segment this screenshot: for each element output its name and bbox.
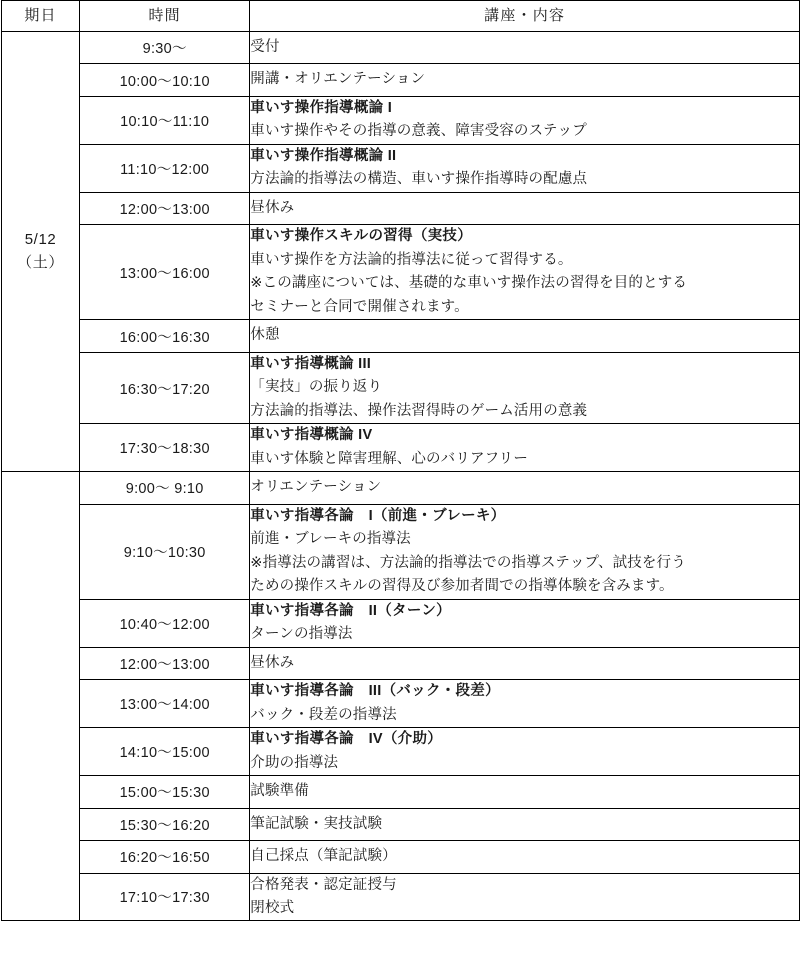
content-cell	[250, 472, 800, 504]
table-row	[2, 320, 800, 352]
time-cell: 9:30〜	[80, 32, 250, 64]
table-header	[2, 1, 800, 32]
time-cell: 16:30〜17:20	[80, 352, 250, 423]
time-cell: 15:00〜15:30	[80, 776, 250, 808]
content-text: 開講・オリエンテーション	[250, 71, 426, 88]
content-cell	[250, 873, 800, 921]
content-cell	[250, 776, 800, 808]
content-text: ための操作スキルの習得及び参加者間での指導体験を含みます。	[250, 578, 674, 595]
content-title: 車いす指導各論 I（前進・ブレーキ）	[250, 507, 506, 524]
table-row	[2, 472, 800, 504]
time-cell: 12:00〜13:00	[80, 192, 250, 224]
content-text: 昼休み	[250, 199, 295, 216]
content-cell	[250, 225, 800, 320]
table-row	[2, 504, 800, 599]
content-text: 介助の指導法	[250, 754, 339, 771]
table-row	[2, 64, 800, 96]
content-cell	[250, 841, 800, 873]
content-title: 車いす指導概論 IV	[250, 427, 373, 444]
content-cell	[250, 647, 800, 679]
content-text: 車いす操作やその指導の意義、障害受容のステップ	[250, 123, 587, 140]
content-cell	[250, 96, 800, 144]
content-text: 試験準備	[250, 783, 309, 800]
table-row	[2, 599, 800, 647]
content-text: 車いす操作を方法論的指導法に従って習得する。	[250, 251, 573, 268]
content-cell	[250, 680, 800, 728]
time-cell: 16:20〜16:50	[80, 841, 250, 873]
date-line: 5/12	[24, 231, 57, 249]
time-cell: 11:10〜12:00	[80, 144, 250, 192]
content-title: 車いす操作指導概論 II	[250, 147, 397, 164]
time-cell: 10:00〜10:10	[80, 64, 250, 96]
content-text: 閉校式	[250, 899, 295, 916]
table-row	[2, 728, 800, 776]
time-cell: 17:10〜17:30	[80, 873, 250, 921]
content-text: 合格発表・認定証授与	[250, 876, 397, 893]
table-row	[2, 144, 800, 192]
content-cell	[250, 808, 800, 840]
content-text: 車いす体験と障害理解、心のバリアフリー	[250, 450, 528, 467]
time-cell: 16:00〜16:30	[80, 320, 250, 352]
column-header-content: 講座・内容	[250, 1, 800, 32]
content-text: 前進・ブレーキの指導法	[250, 531, 411, 548]
content-text: 昼休み	[250, 654, 295, 671]
table-row	[2, 225, 800, 320]
table-row	[2, 32, 800, 64]
content-text: ターンの指導法	[250, 626, 353, 643]
content-cell	[250, 424, 800, 472]
content-title: 車いす指導各論 IV（介助）	[250, 731, 443, 748]
content-text: オリエンテーション	[250, 479, 382, 496]
content-text: 自己採点（筆記試験）	[250, 848, 397, 865]
content-text: バック・段差の指導法	[250, 706, 397, 723]
content-title: 車いす指導概論 III	[250, 355, 372, 372]
content-text: ※指導法の講習は、方法論的指導法での指導ステップ、試技を行う	[250, 554, 686, 571]
table-row	[2, 424, 800, 472]
date-line: （土）	[17, 253, 64, 271]
time-cell: 10:10〜11:10	[80, 96, 250, 144]
schedule-table	[1, 0, 800, 921]
table-row	[2, 776, 800, 808]
content-cell	[250, 144, 800, 192]
content-text: 受付	[250, 39, 280, 55]
content-text: 方法論的指導法の構造、車いす操作指導時の配慮点	[250, 171, 588, 188]
content-title: 車いす指導各論 III（バック・段差）	[250, 683, 500, 700]
table-body	[2, 32, 800, 921]
content-text: セミナーと合同で開催されます。	[250, 298, 469, 315]
table-row	[2, 647, 800, 679]
content-text: ※この講座については、基礎的な車いす操作法の習得を目的とする	[250, 275, 688, 292]
table-row	[2, 841, 800, 873]
time-cell: 17:30〜18:30	[80, 424, 250, 472]
column-header-time: 時間	[80, 1, 250, 32]
content-cell	[250, 32, 800, 64]
content-cell	[250, 504, 800, 599]
time-cell: 9:00〜 9:10	[80, 472, 250, 504]
date-cell	[2, 472, 80, 921]
time-cell: 9:10〜10:30	[80, 504, 250, 599]
header-row	[2, 1, 800, 32]
table-row	[2, 96, 800, 144]
time-cell: 13:00〜14:00	[80, 680, 250, 728]
time-cell: 12:00〜13:00	[80, 647, 250, 679]
content-cell	[250, 320, 800, 352]
content-cell	[250, 728, 800, 776]
date-cell	[2, 32, 80, 472]
content-text: 「実技」の振り返り	[250, 379, 383, 396]
time-cell: 13:00〜16:00	[80, 225, 250, 320]
content-text: 休憩	[250, 327, 280, 344]
content-title: 車いす操作スキルの習得（実技）	[250, 228, 473, 245]
table-row	[2, 352, 800, 423]
time-cell: 14:10〜15:00	[80, 728, 250, 776]
content-cell	[250, 599, 800, 647]
time-cell: 10:40〜12:00	[80, 599, 250, 647]
time-cell: 15:30〜16:20	[80, 808, 250, 840]
content-cell	[250, 192, 800, 224]
content-title: 車いす操作指導概論 I	[250, 99, 393, 116]
content-cell	[250, 352, 800, 423]
content-title: 車いす指導各論 II（ターン）	[250, 602, 451, 619]
table-row	[2, 192, 800, 224]
content-text: 方法論的指導法、操作法習得時のゲーム活用の意義	[250, 402, 588, 419]
table-row	[2, 873, 800, 921]
content-text: 筆記試験・実技試験	[250, 815, 383, 832]
content-cell	[250, 64, 800, 96]
column-header-date: 期日	[2, 1, 80, 32]
table-row	[2, 808, 800, 840]
table-row	[2, 680, 800, 728]
